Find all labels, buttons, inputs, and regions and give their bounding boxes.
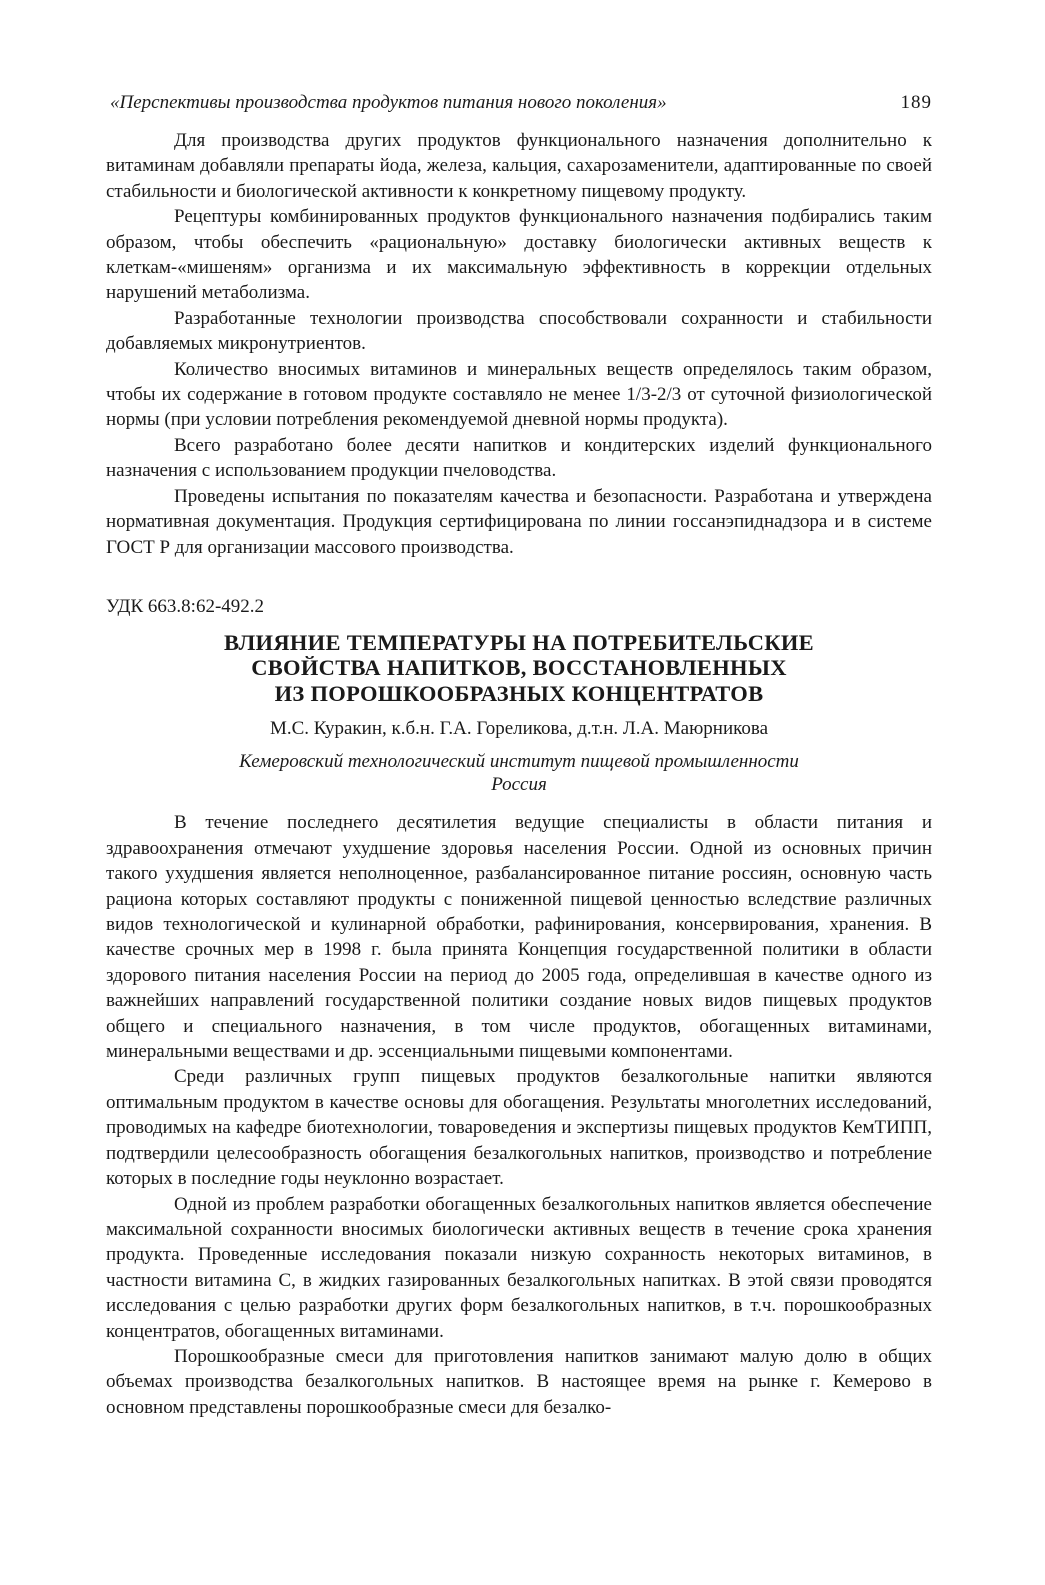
article-body bbox=[106, 810, 932, 1420]
intro-paragraph: Всего разработано более десяти напитков и кондитерских изделий функционального назначения с использованием продукции пчеловодства. bbox=[106, 434, 932, 482]
article-affiliation bbox=[106, 750, 932, 796]
institution: Кемеровский технологический институт пищевой промышленности bbox=[239, 751, 799, 773]
body-paragraph: В течение последнего десятилетия ведущие специалисты в области питания и здравоохранения отмечают ухудшение здоровья населения России. Одной из основных причин такого ухудшения является неполноценное, разбалансированное питание россиян, основную часть рациона которых составляют продукты с пониженной пищевой ценностью вследствие различных видов технологической и кулинарной обработки, рафинирования, консервирования, хранения. В качестве срочных мер в 1998 г. была принята Концепция государственной политики в области здорового питания населения России на период до 2005 года, определившая в качестве одного из важнейших направлений государственной политики создание новых видов пищевых продуктов общего и специального назначения, в том числе продуктов, обогащенных витаминами, минеральными веществами и др. эссенциальными пищевыми компонентами. bbox=[106, 812, 932, 1063]
article-title bbox=[106, 630, 932, 707]
article-title-line: ВЛИЯНИЕ ТЕМПЕРАТУРЫ НА ПОТРЕБИТЕЛЬСКИЕ bbox=[224, 629, 814, 655]
document-page bbox=[106, 88, 932, 1420]
country: Россия bbox=[491, 774, 547, 796]
article-authors: М.С. Куракин, к.б.н. Г.А. Гореликова, д.т.н. Л.А. Маюрникова bbox=[269, 718, 769, 740]
udk-code: УДК 663.8:62-492.2 bbox=[106, 595, 265, 617]
article-title-line: СВОЙСТВА НАПИТКОВ, ВОССТАНОВЛЕННЫХ bbox=[251, 655, 787, 681]
body-paragraph: Одной из проблем разработки обогащенных безалкогольных напитков является обеспечение максимальной сохранности вносимых биологически активных веществ в течение срока хранения продукта. Проведенные исследования показали низкую сохранность некоторых витаминов, в частности витамина С, в жидких газированных безалкогольных напитках. В этой связи проводятся исследования с целью разработки других форм безалкогольных напитков, в т.ч. порошкообразных концентратов, обогащенных витаминами. bbox=[106, 1193, 932, 1342]
page-number: 189 bbox=[900, 92, 932, 113]
body-paragraph: Порошкообразные смеси для приготовления напитков занимают малую долю в общих объемах производства безалкогольных напитков. В настоящее время на рынке г. Кемерово в основном представлены порошкообразные смеси для безалко- bbox=[106, 1345, 932, 1418]
running-header bbox=[106, 88, 932, 118]
intro-section bbox=[106, 128, 932, 560]
running-title: «Перспективы производства продуктов питания нового поколения» bbox=[110, 92, 667, 113]
intro-paragraph: Рецептуры комбинированных продуктов функционального назначения подбирались таким образом, чтобы обеспечить «рациональную» доставку биологически активных веществ к клеткам-«мишеням» организма и их максимальную эффективность в коррекции отдельных нарушений метаболизма. bbox=[106, 206, 932, 304]
body-paragraph: Среди различных групп пищевых продуктов безалкогольные напитки являются оптимальным продуктом в качестве основы для обогащения. Результаты многолетних исследований, проводимых на кафедре биотехнологии, товароведения и экспертизы пищевых продуктов КемТИПП, подтвердили целесообразность обогащения безалкогольных напитков, производство и потребление которых в последние годы неуклонно возрастает. bbox=[106, 1066, 932, 1190]
intro-paragraph: Количество вносимых витаминов и минеральных веществ определялось таким образом, чтобы их содержание в готовом продукте составляло не менее 1/3-2/3 от суточной физиологической нормы (при условии потребления рекомендуемой дневной нормы продукта). bbox=[106, 358, 932, 431]
intro-paragraph: Разработанные технологии производства способствовали сохранности и стабильности добавляемых микронутриентов. bbox=[106, 307, 932, 355]
intro-paragraph: Проведены испытания по показателям качества и безопасности. Разработана и утверждена нормативная документация. Продукция сертифицирована по линии госсанэпиднадзора и в системе ГОСТ Р для организации массового производства. bbox=[106, 485, 932, 558]
intro-paragraph: Для производства других продуктов функционального назначения дополнительно к витаминам добавляли препараты йода, железа, кальция, сахарозаменители, адаптированные по своей стабильности и биологической активности к конкретному пищевому продукту. bbox=[106, 130, 932, 202]
article-title-line: ИЗ ПОРОШКООБРАЗНЫХ КОНЦЕНТРАТОВ bbox=[274, 680, 764, 706]
